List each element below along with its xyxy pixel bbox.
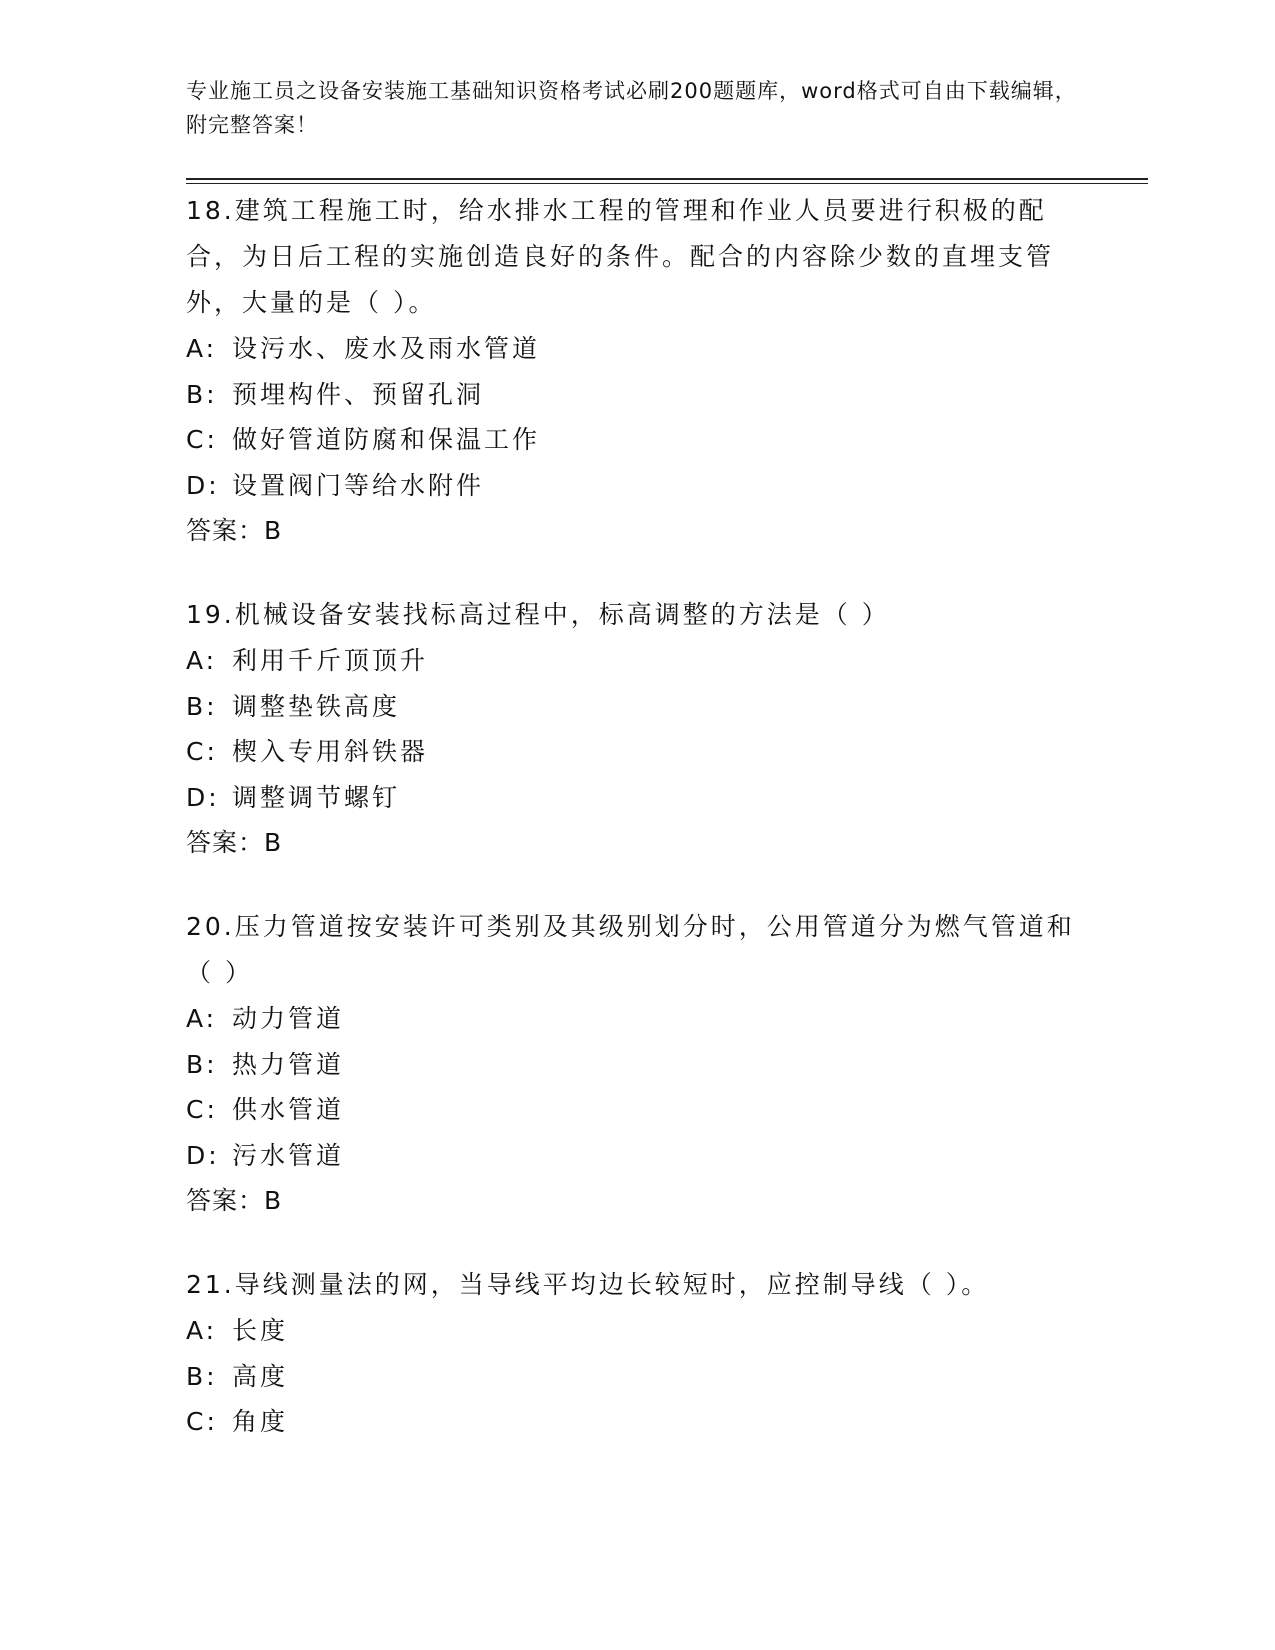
question-21 bbox=[186, 1262, 1086, 1445]
option-text: 做好管道防腐和保温工作 bbox=[232, 425, 541, 454]
option-b bbox=[186, 1354, 1086, 1400]
option-text: 长度 bbox=[232, 1316, 289, 1345]
option-text: 污水管道 bbox=[232, 1140, 345, 1170]
option-text: 动力管道 bbox=[232, 1004, 345, 1033]
question-stem: 导线测量法的网，当导线平均边长较短时，应控制导线（ ）。 bbox=[234, 1270, 990, 1299]
option-b bbox=[186, 1042, 1086, 1088]
option-key: B: bbox=[186, 1361, 218, 1391]
option-key: D: bbox=[186, 782, 220, 812]
answer-line bbox=[186, 508, 1086, 554]
option-text: 设污水、废水及雨水管道 bbox=[232, 334, 541, 363]
header-divider-thin bbox=[186, 183, 1148, 184]
option-d bbox=[186, 1133, 1086, 1179]
question-list bbox=[186, 188, 1086, 1483]
question-text bbox=[186, 1262, 1086, 1308]
question-stem: 压力管道按安装许可类别及其级别划分时，公用管道分为燃气管道和（ ） bbox=[186, 912, 1075, 987]
option-key: A: bbox=[186, 1316, 218, 1345]
option-text: 供水管道 bbox=[232, 1095, 345, 1124]
option-c bbox=[186, 729, 1086, 775]
question-19 bbox=[186, 592, 1086, 866]
option-key: B: bbox=[186, 691, 218, 721]
question-number: 21. bbox=[186, 1270, 235, 1299]
document-header bbox=[186, 74, 1086, 142]
option-b bbox=[186, 372, 1086, 418]
option-key: A: bbox=[186, 646, 218, 675]
option-a bbox=[186, 1308, 1086, 1354]
question-20 bbox=[186, 904, 1086, 1224]
question-number: 19. bbox=[186, 600, 235, 629]
option-key: C: bbox=[186, 737, 218, 766]
option-text: 楔入专用斜铁器 bbox=[232, 737, 429, 766]
question-text bbox=[186, 904, 1086, 996]
option-text: 预埋构件、预留孔洞 bbox=[232, 379, 485, 409]
header-divider-thick bbox=[186, 178, 1148, 180]
option-text: 调整调节螺钉 bbox=[232, 782, 401, 812]
question-stem: 机械设备安装找标高过程中，标高调整的方法是（ ） bbox=[234, 600, 890, 629]
option-text: 热力管道 bbox=[232, 1049, 345, 1079]
option-text: 调整垫铁高度 bbox=[232, 691, 401, 721]
option-c bbox=[186, 1399, 1086, 1445]
question-stem: 建筑工程施工时，给水排水工程的管理和作业人员要进行积极的配合，为日后工程的实施创造良好的条件。配合的内容除少数的直埋支管外，大量的是（ ）。 bbox=[186, 196, 1055, 317]
answer-line bbox=[186, 820, 1086, 866]
answer-value: B bbox=[264, 1186, 283, 1215]
option-d bbox=[186, 775, 1086, 821]
option-text: 高度 bbox=[232, 1361, 289, 1391]
option-d bbox=[186, 463, 1086, 509]
option-c bbox=[186, 1087, 1086, 1133]
option-a bbox=[186, 996, 1086, 1042]
option-c bbox=[186, 417, 1086, 463]
option-b bbox=[186, 684, 1086, 730]
question-number: 20. bbox=[186, 912, 235, 941]
option-text: 角度 bbox=[232, 1407, 289, 1436]
option-key: D: bbox=[186, 1140, 220, 1170]
answer-label: 答案： bbox=[186, 828, 265, 857]
option-text: 利用千斤顶顶升 bbox=[232, 646, 429, 675]
option-key: A: bbox=[186, 1004, 218, 1033]
option-a bbox=[186, 326, 1086, 372]
option-key: C: bbox=[186, 425, 218, 454]
option-key: B: bbox=[186, 1049, 218, 1079]
option-key: C: bbox=[186, 1095, 218, 1124]
answer-label: 答案： bbox=[186, 516, 265, 545]
option-key: D: bbox=[186, 470, 220, 500]
answer-label: 答案： bbox=[186, 1186, 265, 1215]
question-number: 18. bbox=[186, 196, 235, 225]
answer-value: B bbox=[264, 828, 283, 857]
option-key: A: bbox=[186, 334, 218, 363]
option-key: C: bbox=[186, 1407, 218, 1436]
option-text: 设置阀门等给水附件 bbox=[232, 470, 485, 500]
answer-value: B bbox=[264, 516, 283, 545]
question-text bbox=[186, 592, 1086, 638]
question-text bbox=[186, 188, 1086, 326]
answer-line bbox=[186, 1178, 1086, 1224]
header-title: 专业施工员之设备安装施工基础知识资格考试必刷200题题库，word格式可自由下载编辑，附完整答案！ bbox=[186, 79, 1077, 137]
option-a bbox=[186, 638, 1086, 684]
option-key: B: bbox=[186, 379, 218, 409]
question-18 bbox=[186, 188, 1086, 554]
